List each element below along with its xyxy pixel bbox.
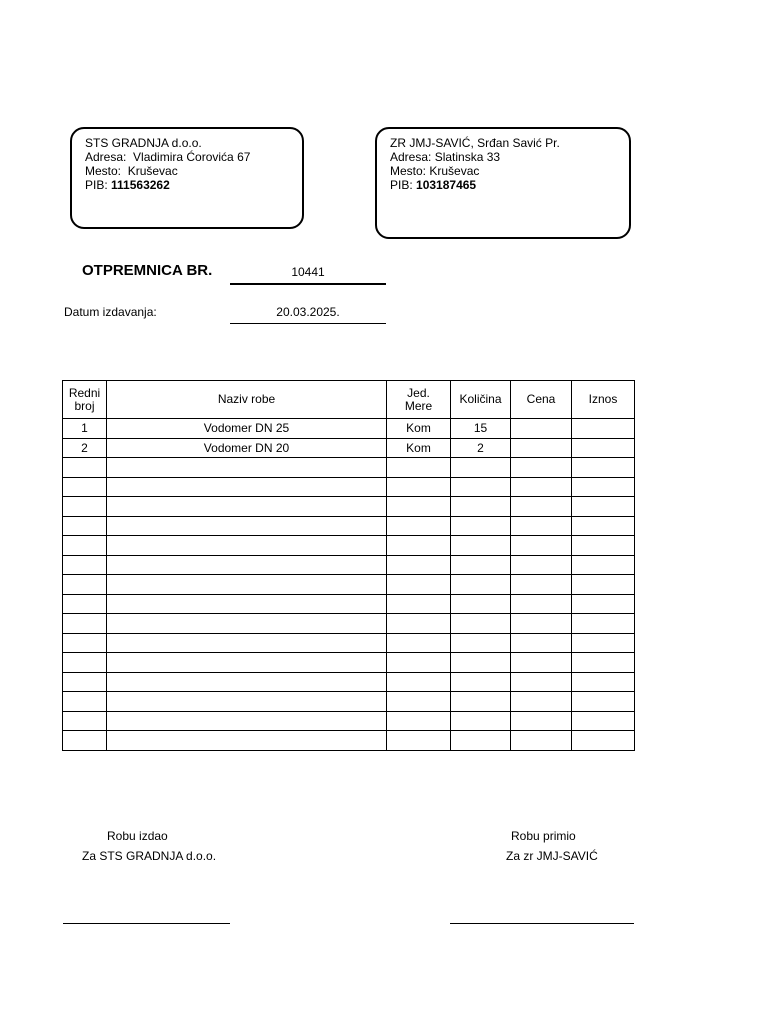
- cell-row-number: [63, 477, 107, 497]
- items-table: [62, 380, 635, 751]
- cell-price: [511, 731, 572, 751]
- header-row-number-line1: Redni: [68, 385, 101, 400]
- cell-unit: [387, 536, 451, 556]
- cell-price: [511, 653, 572, 673]
- header-row-number-line2: broj: [74, 398, 95, 413]
- header-item-name: Naziv robe: [107, 381, 387, 419]
- cell-price: [511, 575, 572, 595]
- receiver-pib: 103187465: [416, 178, 477, 192]
- cell-unit: [387, 458, 451, 478]
- table-row: [63, 555, 635, 575]
- table-row: [63, 731, 635, 751]
- header-unit-line1: Jed.: [407, 385, 430, 400]
- cell-item-name: [107, 711, 387, 731]
- table-row: [63, 614, 635, 634]
- cell-quantity: [451, 594, 511, 614]
- cell-item-name: [107, 672, 387, 692]
- cell-amount: [572, 438, 635, 458]
- cell-row-number: 1: [63, 419, 107, 439]
- header-unit: [387, 381, 451, 419]
- cell-price: [511, 692, 572, 712]
- cell-amount: [572, 536, 635, 556]
- cell-row-number: [63, 672, 107, 692]
- cell-item-name: [107, 516, 387, 536]
- cell-amount: [572, 419, 635, 439]
- cell-item-name: Vodomer DN 20: [107, 438, 387, 458]
- table-row: [63, 633, 635, 653]
- issue-date: 20.03.2025.: [230, 305, 386, 324]
- table-row: [63, 536, 635, 556]
- cell-amount: [572, 516, 635, 536]
- document-number: 10441: [230, 264, 386, 285]
- cell-price: [511, 458, 572, 478]
- cell-row-number: [63, 731, 107, 751]
- sender-pib: 111563262: [111, 178, 170, 192]
- cell-price: [511, 633, 572, 653]
- cell-row-number: [63, 536, 107, 556]
- cell-amount: [572, 672, 635, 692]
- received-by-label: Robu primio: [511, 829, 576, 843]
- header-price: Cena: [511, 381, 572, 419]
- cell-quantity: [451, 575, 511, 595]
- cell-row-number: [63, 575, 107, 595]
- cell-row-number: [63, 711, 107, 731]
- cell-unit: [387, 575, 451, 595]
- cell-price: [511, 614, 572, 634]
- sender-address-row: [85, 150, 302, 164]
- issued-by-label: Robu izdao: [107, 829, 168, 843]
- cell-unit: [387, 497, 451, 517]
- table-row: [63, 419, 635, 439]
- receiver-pib-label: PIB:: [390, 178, 413, 192]
- table-row: [63, 653, 635, 673]
- issuer-signature-line[interactable]: [63, 923, 230, 924]
- cell-unit: [387, 672, 451, 692]
- cell-row-number: [63, 516, 107, 536]
- cell-quantity: [451, 458, 511, 478]
- table-row: [63, 477, 635, 497]
- table-row: [63, 594, 635, 614]
- cell-row-number: [63, 497, 107, 517]
- sender-address: Vladimira Ćorovića 67: [133, 150, 251, 164]
- cell-unit: [387, 711, 451, 731]
- cell-item-name: [107, 653, 387, 673]
- receiver-address-row: [390, 150, 629, 164]
- table-row: [63, 497, 635, 517]
- header-amount: Iznos: [572, 381, 635, 419]
- cell-item-name: [107, 614, 387, 634]
- cell-row-number: [63, 458, 107, 478]
- header-row-number: [63, 381, 107, 419]
- cell-unit: [387, 633, 451, 653]
- table-row: [63, 672, 635, 692]
- cell-quantity: 15: [451, 419, 511, 439]
- cell-row-number: [63, 653, 107, 673]
- cell-quantity: [451, 614, 511, 634]
- cell-unit: [387, 477, 451, 497]
- receiver-address: Slatinska 33: [434, 150, 501, 164]
- receiver-signature-line[interactable]: [450, 923, 634, 924]
- cell-amount: [572, 477, 635, 497]
- cell-item-name: [107, 633, 387, 653]
- cell-quantity: [451, 711, 511, 731]
- receiver-city-label: Mesto:: [390, 164, 427, 178]
- cell-quantity: [451, 516, 511, 536]
- table-row: [63, 438, 635, 458]
- cell-price: [511, 536, 572, 556]
- cell-amount: [572, 458, 635, 478]
- cell-unit: [387, 516, 451, 536]
- sender-pib-label: PIB:: [85, 178, 108, 192]
- cell-unit: [387, 692, 451, 712]
- cell-price: [511, 594, 572, 614]
- cell-unit: [387, 731, 451, 751]
- table-row: [63, 458, 635, 478]
- cell-quantity: [451, 536, 511, 556]
- table-row: [63, 575, 635, 595]
- cell-amount: [572, 497, 635, 517]
- cell-amount: [572, 633, 635, 653]
- receiver-address-label: Adresa:: [390, 150, 432, 164]
- sender-info-box: [70, 127, 304, 229]
- cell-unit: Kom: [387, 419, 451, 439]
- cell-price: [511, 711, 572, 731]
- cell-unit: Kom: [387, 438, 451, 458]
- date-label: Datum izdavanja:: [64, 305, 157, 319]
- cell-amount: [572, 555, 635, 575]
- sender-city-row: [85, 164, 302, 178]
- cell-row-number: [63, 555, 107, 575]
- cell-quantity: [451, 633, 511, 653]
- sender-address-label: Adresa:: [85, 150, 127, 164]
- cell-price: [511, 438, 572, 458]
- cell-amount: [572, 692, 635, 712]
- cell-quantity: [451, 672, 511, 692]
- cell-unit: [387, 653, 451, 673]
- sender-name: STS GRADNJA d.o.o.: [85, 136, 202, 150]
- cell-amount: [572, 653, 635, 673]
- sender-city-label: Mesto:: [85, 164, 122, 178]
- sender-city: Kruševac: [127, 164, 178, 178]
- cell-price: [511, 419, 572, 439]
- cell-quantity: [451, 497, 511, 517]
- cell-item-name: Vodomer DN 25: [107, 419, 387, 439]
- cell-price: [511, 516, 572, 536]
- cell-item-name: [107, 692, 387, 712]
- cell-unit: [387, 594, 451, 614]
- table-row: [63, 692, 635, 712]
- cell-amount: [572, 575, 635, 595]
- receiver-city: Kruševac: [429, 164, 480, 178]
- cell-amount: [572, 711, 635, 731]
- header-unit-line2: Mere: [404, 398, 433, 413]
- cell-row-number: [63, 594, 107, 614]
- receiver-name: ZR JMJ-SAVIĆ, Srđan Savić Pr.: [390, 136, 560, 150]
- cell-unit: [387, 555, 451, 575]
- cell-quantity: 2: [451, 438, 511, 458]
- cell-price: [511, 555, 572, 575]
- cell-price: [511, 477, 572, 497]
- receiver-city-row: [390, 164, 629, 178]
- cell-price: [511, 672, 572, 692]
- cell-amount: [572, 614, 635, 634]
- cell-item-name: [107, 477, 387, 497]
- cell-row-number: [63, 692, 107, 712]
- cell-item-name: [107, 458, 387, 478]
- cell-row-number: [63, 614, 107, 634]
- table-header-row: [63, 381, 635, 419]
- cell-quantity: [451, 555, 511, 575]
- received-by-company: Za zr JMJ-SAVIĆ: [506, 849, 598, 863]
- cell-item-name: [107, 536, 387, 556]
- receiver-info-box: [375, 127, 631, 239]
- header-quantity: Količina: [451, 381, 511, 419]
- cell-item-name: [107, 555, 387, 575]
- cell-row-number: 2: [63, 438, 107, 458]
- cell-amount: [572, 594, 635, 614]
- table-row: [63, 516, 635, 536]
- cell-quantity: [451, 692, 511, 712]
- cell-quantity: [451, 731, 511, 751]
- cell-quantity: [451, 477, 511, 497]
- cell-amount: [572, 731, 635, 751]
- cell-item-name: [107, 731, 387, 751]
- sender-pib-row: [85, 178, 302, 192]
- cell-item-name: [107, 497, 387, 517]
- cell-item-name: [107, 575, 387, 595]
- cell-row-number: [63, 633, 107, 653]
- table-row: [63, 711, 635, 731]
- cell-item-name: [107, 594, 387, 614]
- cell-price: [511, 497, 572, 517]
- receiver-pib-row: [390, 178, 629, 192]
- issued-by-company: Za STS GRADNJA d.o.o.: [82, 849, 217, 863]
- cell-unit: [387, 614, 451, 634]
- cell-quantity: [451, 653, 511, 673]
- document-title: OTPREMNICA BR.: [82, 262, 213, 279]
